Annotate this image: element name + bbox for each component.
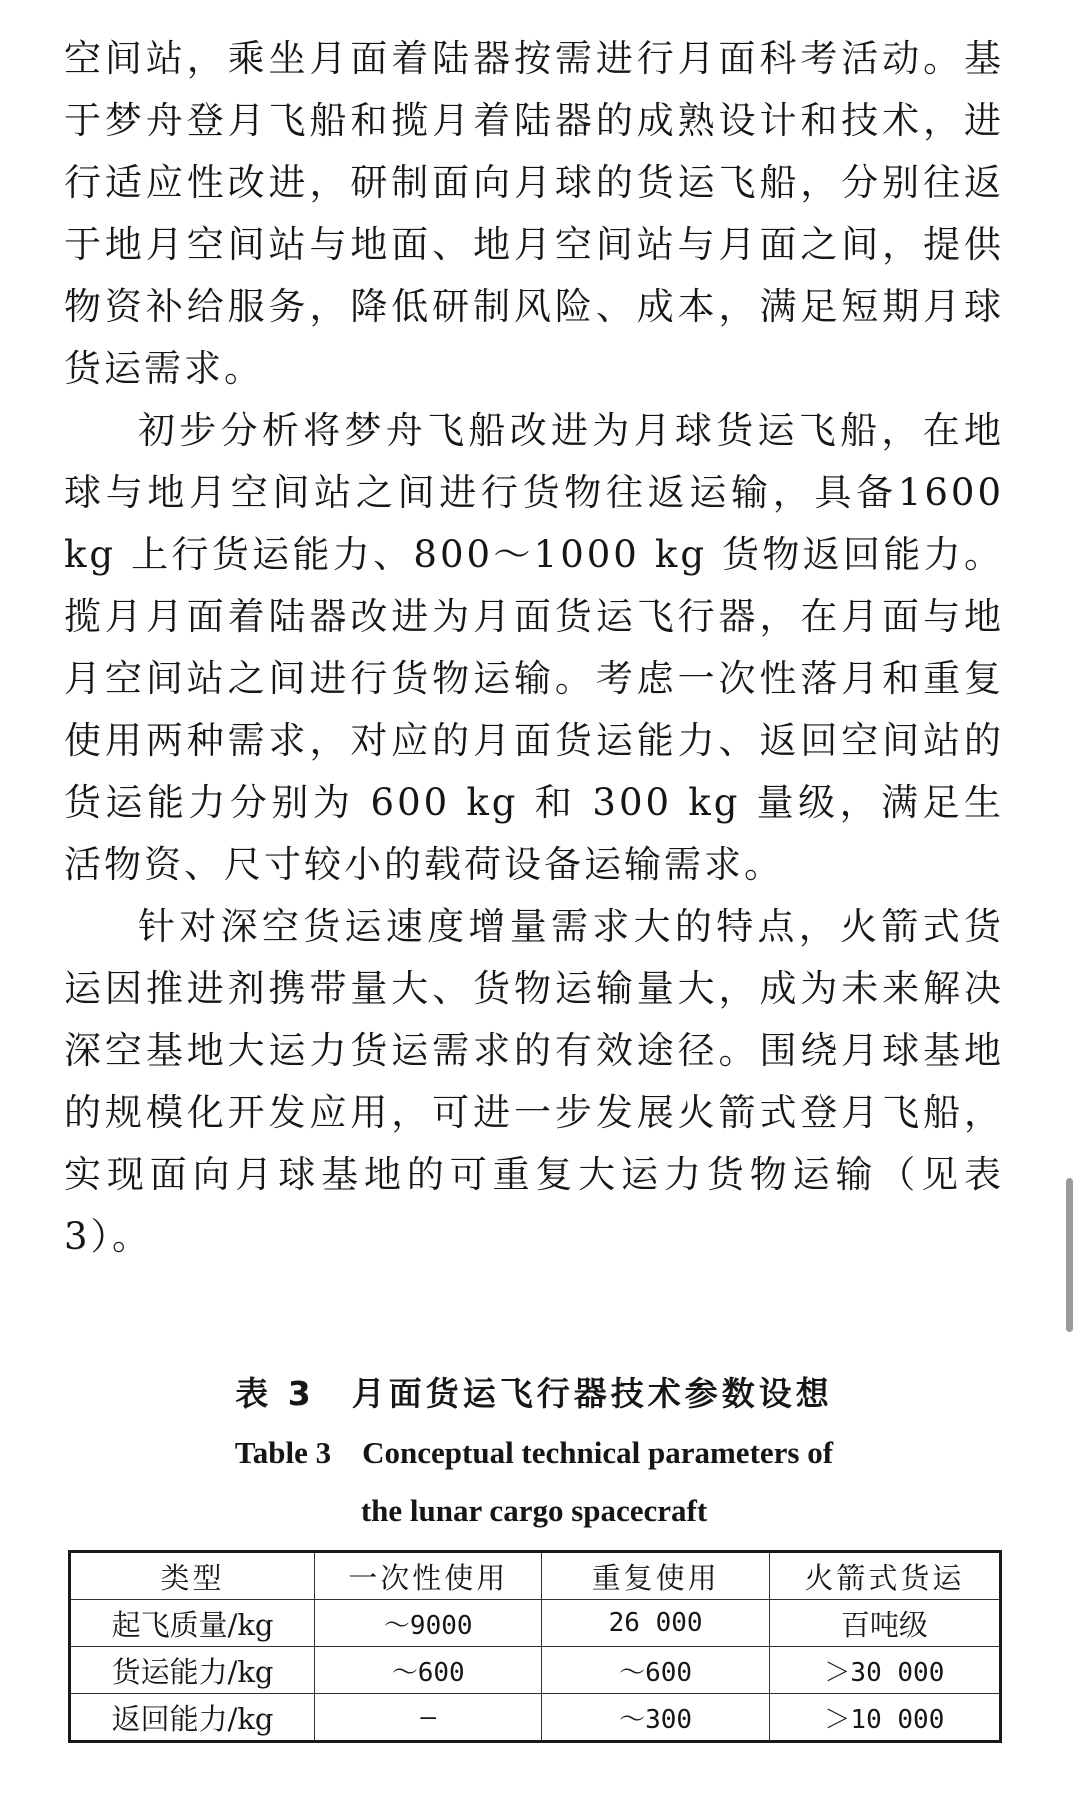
- table-header-row: [70, 1552, 1001, 1600]
- table-cell: ＞10 000: [769, 1694, 1000, 1742]
- header-reusable: 重复使用: [542, 1552, 769, 1600]
- table-cell: —: [315, 1694, 542, 1742]
- table-cell: ～9000: [315, 1600, 542, 1647]
- header-single-use: 一次性使用: [315, 1552, 542, 1600]
- table-row: [70, 1647, 1001, 1694]
- parameter-table: [68, 1550, 1002, 1743]
- body-text: [64, 28, 1004, 1268]
- table-cell: 26 000: [542, 1600, 769, 1647]
- paragraph-2: 初步分析将梦舟飞船改进为月球货运飞船，在地球与地月空间站之间进行货物往返运输，具备1600 kg 上行货运能力、800～1000 kg 货物返回能力。揽月月面着陆器改进为月面货运飞行器，在月面与地月空间站之间进行货物运输。考虑一次性落月和重复使用两种需求，对应的月面货运能力、返回空间站的货运能力分别为 600 kg 和 300 kg 量级，满足生活物资、尺寸较小的载荷设备运输需求。: [64, 409, 1004, 886]
- header-type: 类型: [70, 1552, 315, 1600]
- row-label-takeoff-mass: 起飞质量/kg: [70, 1600, 315, 1647]
- paragraph-1: 空间站，乘坐月面着陆器按需进行月面科考活动。基于梦舟登月飞船和揽月着陆器的成熟设计和技术，进行适应性改进，研制面向月球的货运飞船，分别往返于地月空间站与地面、地月空间站与月面之间，提供物资补给服务，降低研制风险、成本，满足短期月球货运需求。: [64, 37, 1004, 390]
- parameter-table-container: [68, 1550, 1002, 1743]
- table-row: [70, 1694, 1001, 1742]
- paragraph-3: 针对深空货运速度增量需求大的特点，火箭式货运因推进剂携带量大、货物运输量大，成为未来解决深空基地大运力货运需求的有效途径。围绕月球基地的规模化开发应用，可进一步发展火箭式登月飞船，实现面向月球基地的可重复大运力货物运输（见表 3）。: [64, 905, 1004, 1258]
- table-cell: 百吨级: [769, 1600, 1000, 1647]
- table-caption-english-line-2: the lunar cargo spacecraft: [360, 1493, 708, 1528]
- table-cell: ～300: [542, 1694, 769, 1742]
- table-cell: ～600: [315, 1647, 542, 1694]
- table-caption-english-line-1: Table 3 Conceptual technical parameters of: [234, 1435, 834, 1470]
- row-label-return-capacity: 返回能力/kg: [70, 1694, 315, 1742]
- table-row: [70, 1600, 1001, 1647]
- row-label-cargo-capacity: 货运能力/kg: [70, 1647, 315, 1694]
- table-caption-chinese: 表 3 月面货运飞行器技术参数设想: [235, 1374, 833, 1413]
- table-caption-english: [64, 1424, 1004, 1540]
- header-rocket-cargo: 火箭式货运: [769, 1552, 1000, 1600]
- table-cell: ＞30 000: [769, 1647, 1000, 1694]
- scrollbar-thumb[interactable]: [1066, 1178, 1073, 1332]
- table-cell: ～600: [542, 1647, 769, 1694]
